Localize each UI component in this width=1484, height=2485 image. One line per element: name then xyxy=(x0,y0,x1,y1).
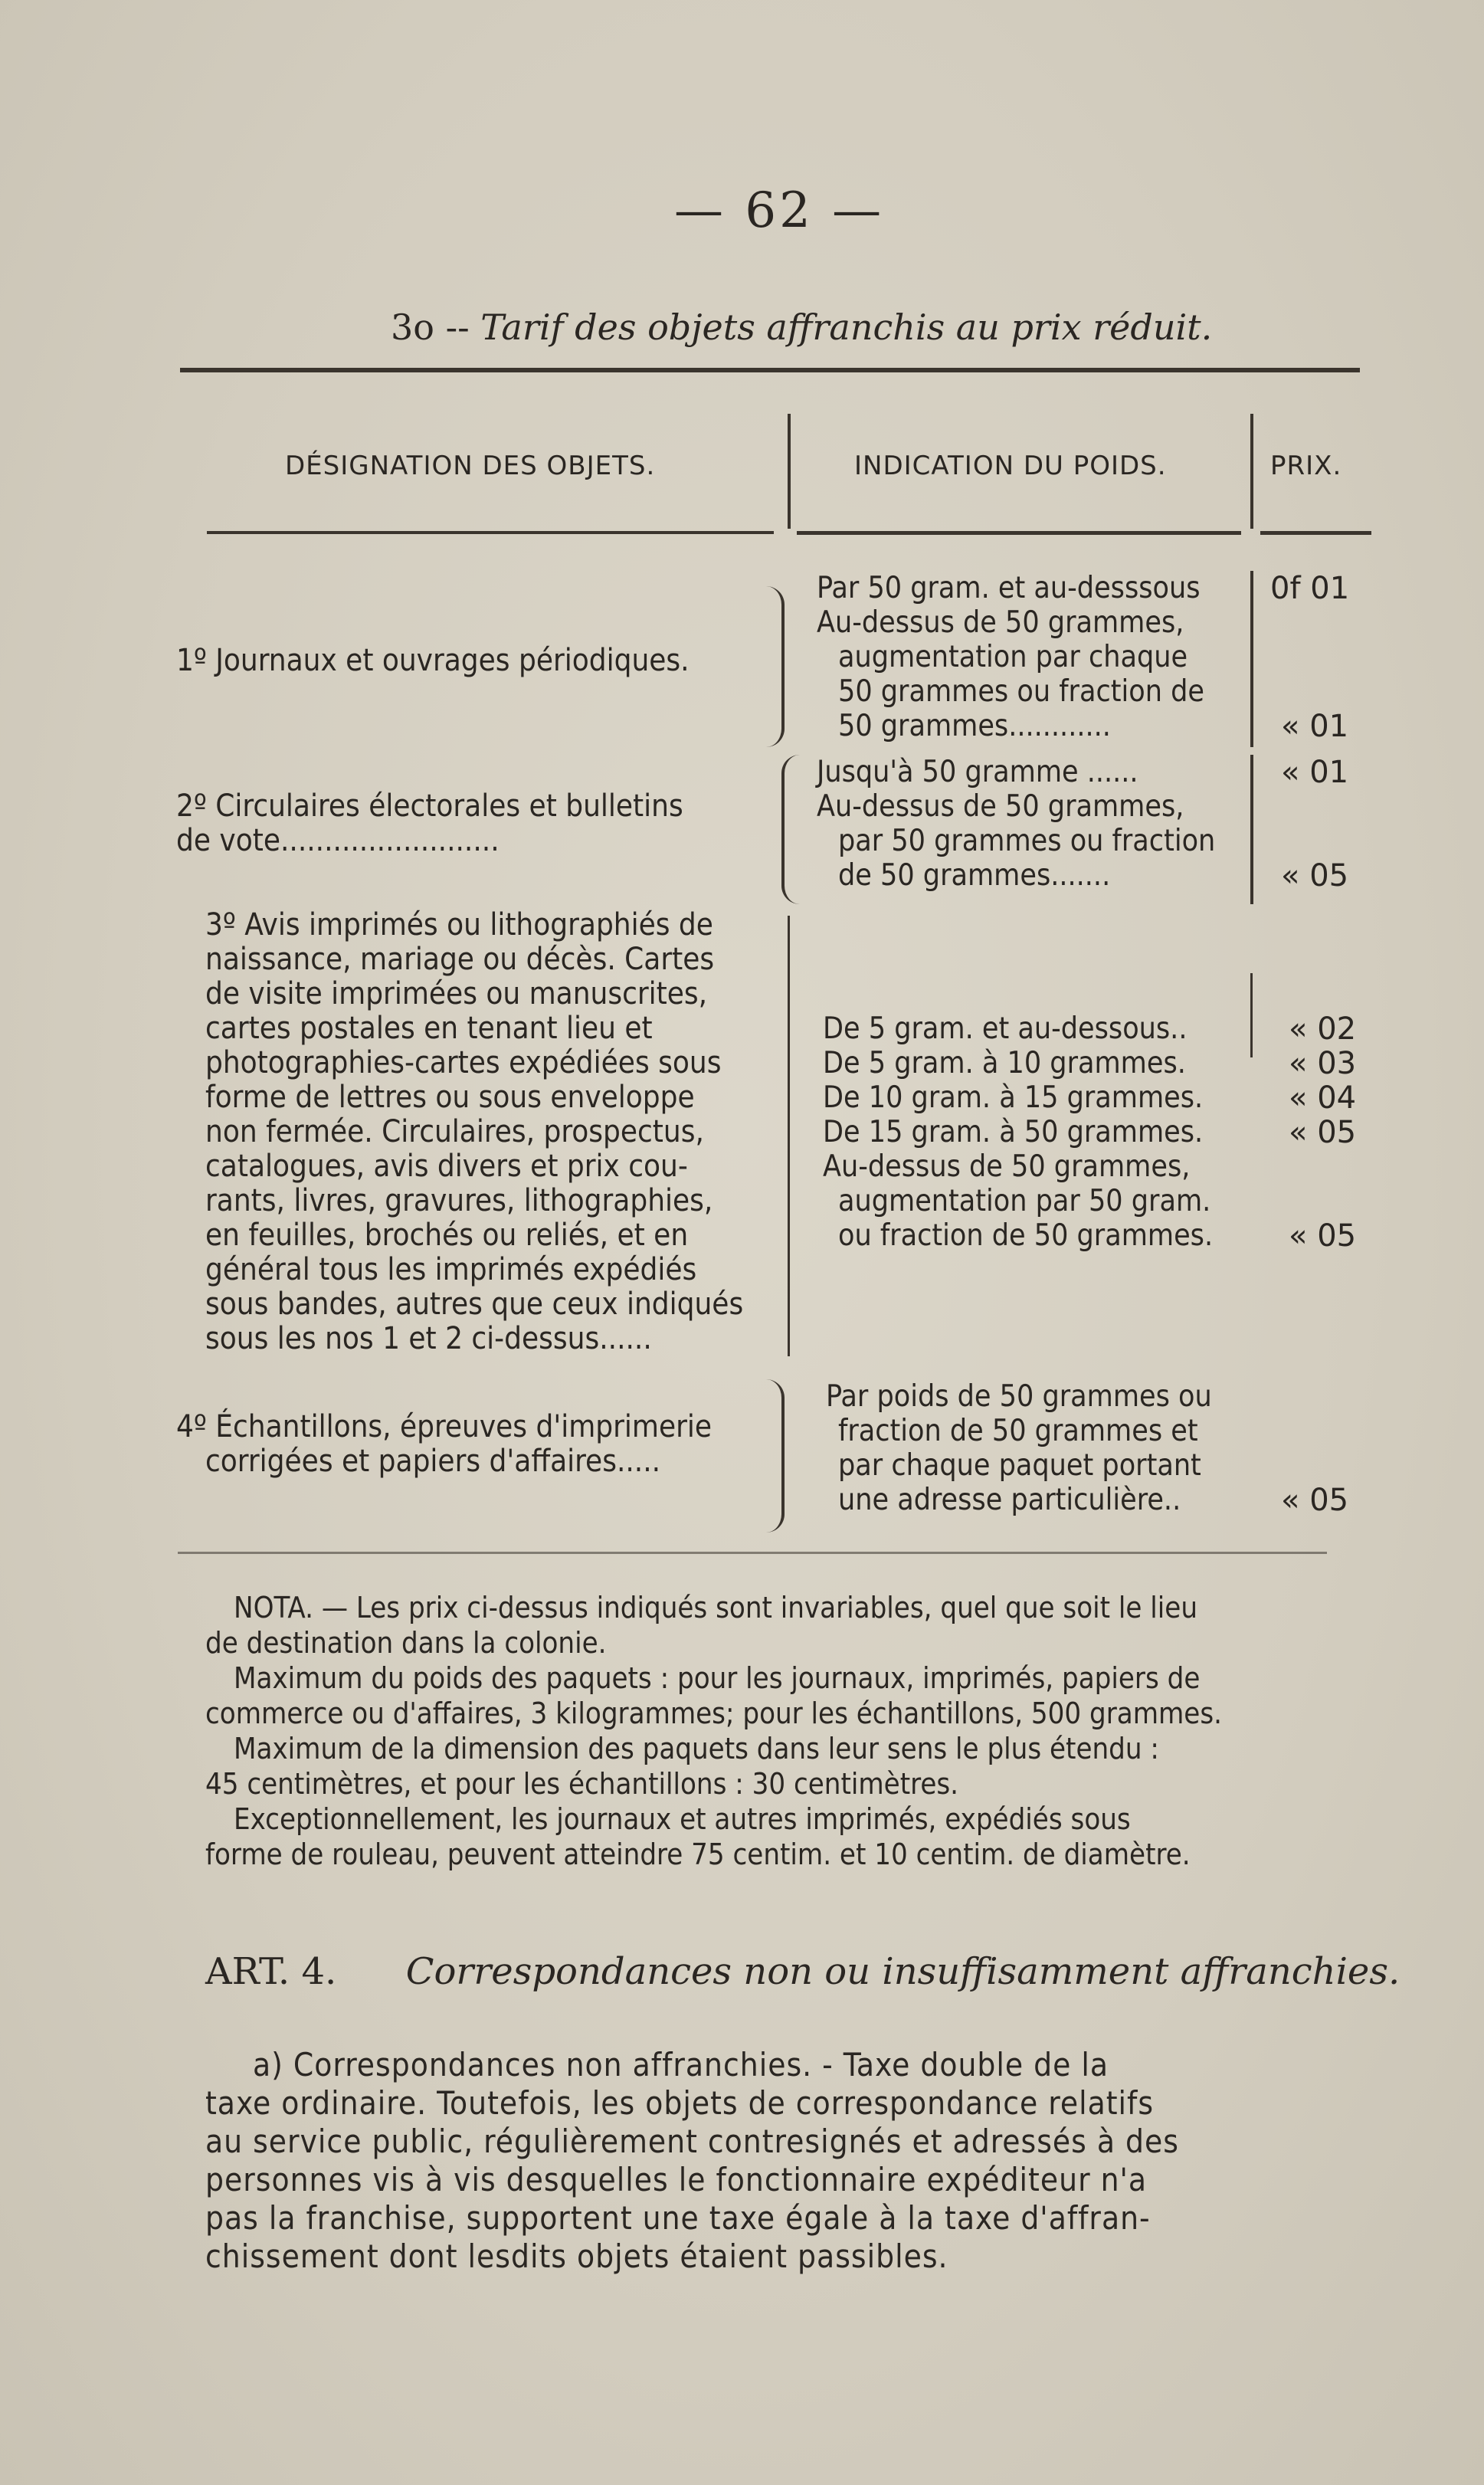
nota-line-5: Maximum de la dimension des paquets dans leur sens le plus étendu : xyxy=(234,1732,1159,1765)
row4-poids-2: fraction de 50 grammes et xyxy=(838,1414,1198,1448)
nota-line-3: Maximum du poids des paquets : pour les journaux, imprimés, papiers de xyxy=(234,1661,1201,1695)
section-a-line-4: personnes vis à vis desquelles le fonctionnaire expéditeur n'a xyxy=(205,2161,1148,2198)
article-label: ART. 4. xyxy=(205,1950,337,1993)
row3-designation-7: non fermée. Circulaires, prospectus, xyxy=(205,1114,704,1149)
nota-line-7: Exceptionnellement, les journaux et autres imprimés, expédiés sous xyxy=(234,1802,1131,1836)
row3-prix-4: « 05 xyxy=(1289,1115,1357,1150)
row3-poids-7: ou fraction de 50 grammes. xyxy=(838,1218,1214,1253)
row3-designation-4: cartes postales en tenant lieu et xyxy=(205,1011,653,1046)
article-heading xyxy=(205,1950,1400,1993)
row1-designation: 1º Journaux et ouvrages périodiques. xyxy=(176,643,690,678)
row2-prix-2: « 05 xyxy=(1281,858,1349,893)
row1-prix-2: « 01 xyxy=(1281,709,1349,744)
row2-poids-2: Au-dessus de 50 grammes, xyxy=(817,789,1184,824)
row3-designation-6: forme de lettres ou sous enveloppe xyxy=(205,1080,695,1115)
table-title xyxy=(391,307,1212,348)
header-underline-3 xyxy=(1260,531,1371,535)
page-number: — 62 — xyxy=(674,182,885,239)
row3-designation-8: catalogues, avis divers et prix cou- xyxy=(205,1149,688,1184)
row4-designation-2: corrigées et papiers d'affaires..... xyxy=(205,1444,661,1479)
section-a-line-1: a) Correspondances non affranchies. - Taxe double de la xyxy=(253,2046,1109,2083)
header-poids: INDICATION DU POIDS. xyxy=(854,451,1167,481)
row3-right-divider xyxy=(1250,973,1253,1057)
row2-divider xyxy=(1250,755,1253,904)
row3-designation-12: sous bandes, autres que ceux indiqués xyxy=(205,1287,744,1322)
row3-poids-2: De 5 gram. à 10 grammes. xyxy=(823,1046,1186,1080)
row1-prix-1: 0f 01 xyxy=(1270,571,1350,606)
row4-poids-1: Par poids de 50 grammes ou xyxy=(826,1379,1212,1414)
row2-designation-1: 2º Circulaires électorales et bulletins xyxy=(176,788,683,824)
section-a-line-6: chissement dont lesdits objets étaient passibles. xyxy=(205,2237,948,2275)
row3-designation-5: photographies-cartes expédiées sous xyxy=(205,1045,722,1080)
header-designation: DÉSIGNATION DES OBJETS. xyxy=(285,451,656,481)
row3-poids-1: De 5 gram. et au-dessous.. xyxy=(823,1011,1188,1046)
row3-poids-3: De 10 gram. à 15 grammes. xyxy=(823,1080,1204,1115)
row3-designation-2: naissance, mariage ou décès. Cartes xyxy=(205,942,715,977)
nota-line-6: 45 centimètres, et pour les échantillons : 30 centimètres. xyxy=(205,1767,959,1801)
header-divider-2 xyxy=(1250,414,1253,529)
row3-poids-6: augmentation par 50 gram. xyxy=(838,1184,1211,1218)
header-prix: PRIX. xyxy=(1270,451,1342,481)
row3-prix-3: « 04 xyxy=(1289,1080,1357,1116)
row2-brace xyxy=(781,755,800,904)
row1-poids-1: Par 50 gram. et au-desssous xyxy=(817,571,1201,605)
row3-poids-4: De 15 gram. à 50 grammes. xyxy=(823,1115,1204,1149)
row4-designation-1: 4º Échantillons, épreuves d'imprimerie xyxy=(176,1409,713,1444)
section-a-line-5: pas la franchise, supportent une taxe égale à la taxe d'affran- xyxy=(205,2199,1151,2237)
row2-poids-1: Jusqu'à 50 gramme ...... xyxy=(817,755,1138,789)
header-underline-1 xyxy=(207,531,774,534)
nota-line-4: commerce ou d'affaires, 3 kilogrammes; pour les échantillons, 500 grammes. xyxy=(205,1697,1223,1730)
row1-poids-2: Au-dessus de 50 grammes, xyxy=(817,605,1184,640)
row3-left-divider xyxy=(788,916,790,1356)
row1-poids-5: 50 grammes............ xyxy=(838,709,1111,743)
nota-line-1: NOTA. — Les prix ci-dessus indiqués sont invariables, quel que soit le lieu xyxy=(234,1591,1197,1624)
table-title-text: Tarif des objets affranchis au prix réduit. xyxy=(480,307,1213,348)
row4-prix-1: « 05 xyxy=(1281,1483,1349,1518)
row3-designation-11: général tous les imprimés expédiés xyxy=(205,1252,697,1287)
row4-brace xyxy=(766,1379,785,1533)
nota-line-2: de destination dans la colonie. xyxy=(205,1626,607,1660)
row2-poids-3: par 50 grammes ou fraction xyxy=(838,824,1216,858)
row3-prix-2: « 03 xyxy=(1289,1046,1357,1081)
row1-divider xyxy=(1250,571,1253,747)
row3-designation-13: sous les nos 1 et 2 ci-dessus...... xyxy=(205,1321,652,1356)
article-title: Correspondances non ou insuffisamment affranchies. xyxy=(405,1950,1400,1993)
top-rule xyxy=(180,368,1360,372)
row3-designation-9: rants, livres, gravures, lithographies, xyxy=(205,1183,713,1218)
row2-designation-2: de vote......................... xyxy=(176,823,500,858)
table-bottom-rule xyxy=(178,1552,1327,1554)
nota-line-8: forme de rouleau, peuvent atteindre 75 centim. et 10 centim. de diamètre. xyxy=(205,1838,1191,1871)
row3-prix-5: « 05 xyxy=(1289,1218,1357,1254)
row2-prix-1: « 01 xyxy=(1281,755,1349,790)
section-a-line-2: taxe ordinaire. Toutefois, les objets de correspondance relatifs xyxy=(205,2084,1155,2122)
row3-designation-1: 3º Avis imprimés ou lithographiés de xyxy=(205,907,713,943)
row3-designation-3: de visite imprimées ou manuscrites, xyxy=(205,976,708,1011)
row3-designation-10: en feuilles, brochés ou reliés, et en xyxy=(205,1218,689,1253)
row4-poids-3: par chaque paquet portant xyxy=(838,1448,1201,1483)
row3-prix-1: « 02 xyxy=(1289,1011,1357,1047)
row1-poids-3: augmentation par chaque xyxy=(838,640,1188,674)
row2-poids-4: de 50 grammes....... xyxy=(838,858,1111,893)
section-a-line-3: au service public, régulièrement contresignés et adressés à des xyxy=(205,2123,1179,2160)
row1-poids-4: 50 grammes ou fraction de xyxy=(838,674,1204,709)
row3-poids-5: Au-dessus de 50 grammes, xyxy=(823,1149,1191,1184)
header-underline-2 xyxy=(797,531,1241,535)
table-title-prefix: 3o -- xyxy=(391,307,470,348)
row4-poids-4: une adresse particulière.. xyxy=(838,1483,1181,1517)
header-divider-1 xyxy=(788,414,791,529)
row1-brace xyxy=(766,586,785,747)
